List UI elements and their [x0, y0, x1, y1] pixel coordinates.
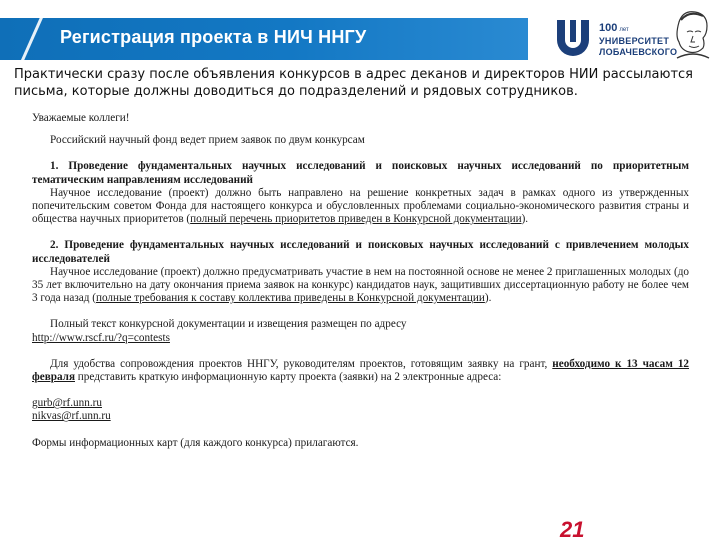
header-bar [0, 18, 528, 60]
contests-url-line [32, 332, 689, 345]
email-link-nikvas[interactable]: nikvas@rf.unn.ru [32, 410, 111, 423]
letter-greeting: Уважаемые коллеги! [32, 112, 130, 124]
letter-lead: Российский научный фонд ведет прием заявок по двум конкурсам [50, 134, 365, 147]
lobachevsky-portrait-icon [671, 8, 713, 64]
page-number: 21 [560, 517, 585, 542]
unn-u-emblem-icon [553, 16, 593, 60]
header-slash-decoration [19, 18, 45, 60]
contest-1-body: Научное исследование (проект) должно быть направлено на решение конкретных задач в рамках одного из утвержденных попечительским советом Фонда для настоящего конкурса и обусловленных проблемами социально-экономического развития страны и общества научных приоритетов (полный перечень приоритетов приведен в Конкурсной документации). [32, 186, 689, 226]
contest-2-doc-link[interactable]: полные требования к составу коллектива приведены в Конкурсной документации [95, 292, 485, 305]
forms-attached-note: Формы информационных карт (для каждого конкурса) прилагаются. [32, 436, 359, 449]
email-link-gurb[interactable]: gurb@rf.unn.ru [32, 397, 102, 410]
logo-text-university: УНИВЕРСИТЕТ [599, 36, 670, 46]
logo-anniversary: 100 лет [599, 22, 629, 34]
scanned-letter [32, 112, 689, 450]
contest-1-heading: 1. Проведение фундаментальных научных исследований и поисковых научных исследований по приоритетным тематическим направлениям исследований [32, 160, 689, 186]
university-logo [553, 12, 713, 64]
submission-request: Для удобства сопровождения проектов ННГУ, руководителям проектов, готовящим заявку на грант, необходимо к 13 часам 12 февраля представить краткую информационную карту проекта (заявки) на 2 электронные адреса: [32, 357, 690, 384]
contests-url-link[interactable]: http://www.rscf.ru/?q=contests [32, 331, 170, 344]
intro-paragraph: Практически сразу после объявления конкурсов в адрес деканов и директоров НИИ рассылаются письма, которые должны доводиться до подразделений и рядовых сотрудников. [14, 67, 693, 99]
email-1-line [32, 397, 689, 410]
slide-title: Регистрация проекта в НИЧ ННГУ [60, 27, 367, 47]
contest-1-doc-link[interactable]: полный перечень приоритетов приведен в Конкурсной документации [190, 213, 522, 226]
fulltext-notice: Полный текст конкурсной документации и извещения размещен по адресу [50, 318, 407, 331]
deadline-emphasis: необходимо к 13 часам 12 февраля [32, 357, 690, 384]
contest-2-body: Научное исследование (проект) должно предусматривать участие в нем на постоянной основе не менее 2 приглашенных молодых (до 35 лет включительно на дату окончания приема заявок на конкурс) кандидатов наук, защитивших диссертационную работу не более чем 3 года назад (полные требования к составу коллектива приведены в Конкурсной документации). [32, 265, 689, 305]
logo-text-lobachevsky: ЛОБАЧЕВСКОГО [599, 47, 678, 57]
email-2-line [32, 410, 689, 423]
contest-2-heading: 2. Проведение фундаментальных научных исследований и поисковых научных исследований с привлечением молодых исследователей [32, 239, 689, 265]
